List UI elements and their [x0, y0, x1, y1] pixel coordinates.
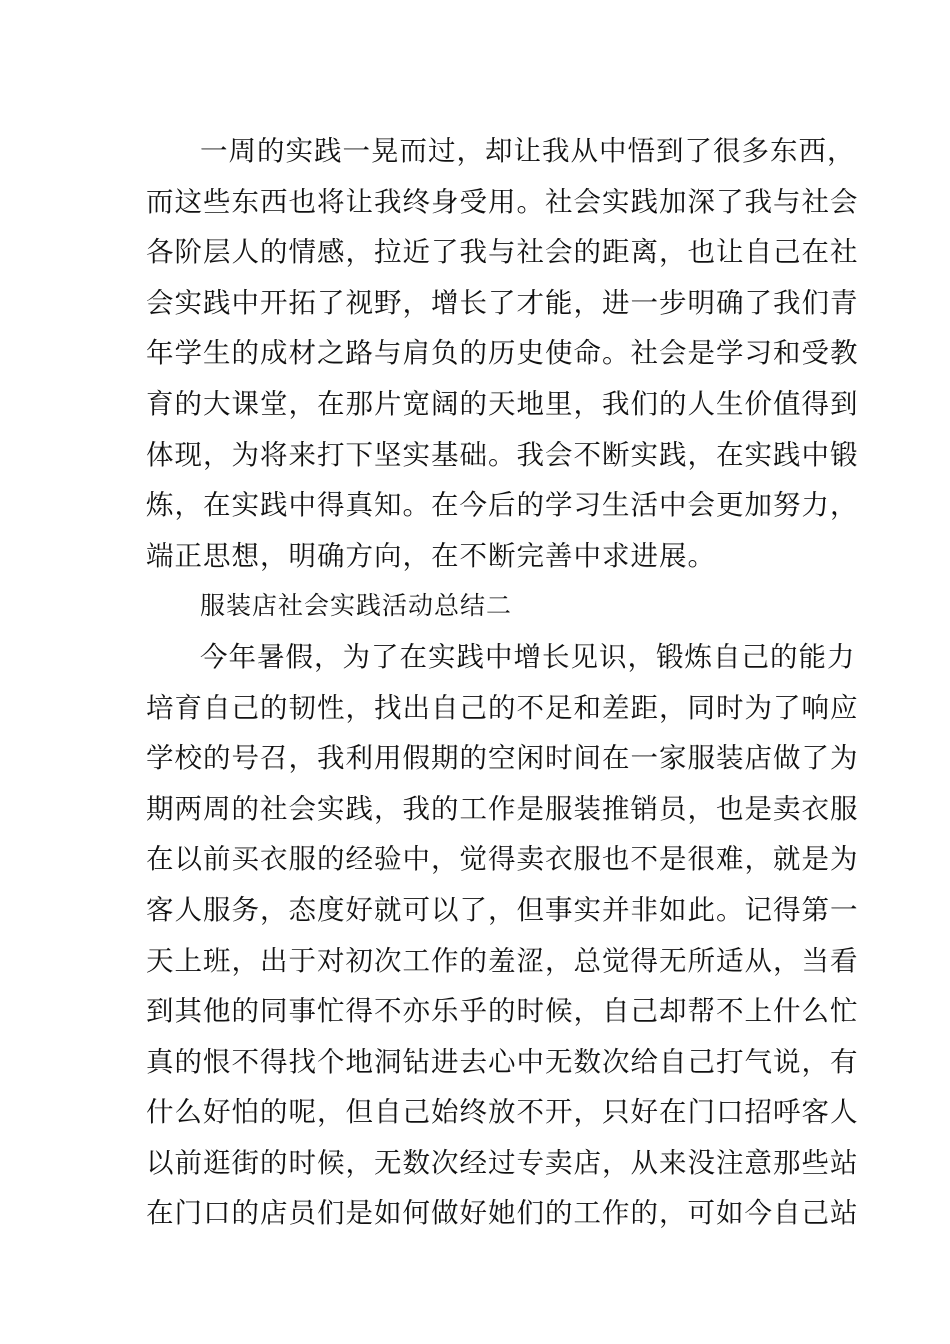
text-line: 今年暑假，为了在实践中增长见识，锻炼自己的能力: [200, 640, 856, 673]
text-line: 端正思想，明确方向，在不断完善中求进展。: [146, 539, 716, 572]
text-line: 体现，为将来打下坚实基础。我会不断实践，在实践中锻: [146, 438, 859, 471]
text-line: 在以前买衣服的经验中，觉得卖衣服也不是很难，就是为: [146, 843, 859, 876]
text-line: 而这些东西也将让我终身受用。社会实践加深了我与社会: [146, 185, 859, 218]
text-line: 学校的号召，我利用假期的空闲时间在一家服装店做了为: [146, 742, 859, 775]
text-line: 期两周的社会实践，我的工作是服装推销员，也是卖衣服: [146, 792, 859, 825]
text-line: 在门口的店员们是如何做好她们的工作的，可如今自己站: [146, 1197, 859, 1230]
text-line: 天上班，出于对初次工作的羞涩，总觉得无所适从，当看: [146, 944, 859, 977]
text-line: 年学生的成材之路与肩负的历史使命。社会是学习和受教: [146, 337, 859, 370]
text-line: 会实践中开拓了视野，增长了才能，进一步明确了我们青: [146, 286, 859, 319]
text-line: 育的大课堂，在那片宽阔的天地里，我们的人生价值得到: [146, 387, 859, 420]
text-line: 以前逛街的时候，无数次经过专卖店，从来没注意那些站: [146, 1146, 859, 1179]
text-line: 一周的实践一晃而过，却让我从中悟到了很多东西，: [200, 135, 856, 167]
text-line: 培育自己的韧性，找出自己的不足和差距，同时为了响应: [146, 691, 859, 724]
text-line: 到其他的同事忙得不亦乐乎的时候，自己却帮不上什么忙: [146, 995, 859, 1028]
text-line: 真的恨不得找个地洞钻进去心中无数次给自己打气说，有: [146, 1045, 859, 1078]
text-line: 客人服务，态度好就可以了，但事实并非如此。记得第一: [146, 893, 859, 926]
body-text: [146, 126, 859, 1239]
section-heading: 服装店社会实践活动总结二: [200, 591, 513, 621]
text-line: 炼，在实践中得真知。在今后的学习生活中会更加努力，: [146, 489, 859, 522]
text-line: 各阶层人的情感，拉近了我与社会的距离，也让自己在社: [146, 236, 859, 269]
text-line: 什么好怕的呢，但自己始终放不开，只好在门口招呼客人: [146, 1096, 859, 1129]
